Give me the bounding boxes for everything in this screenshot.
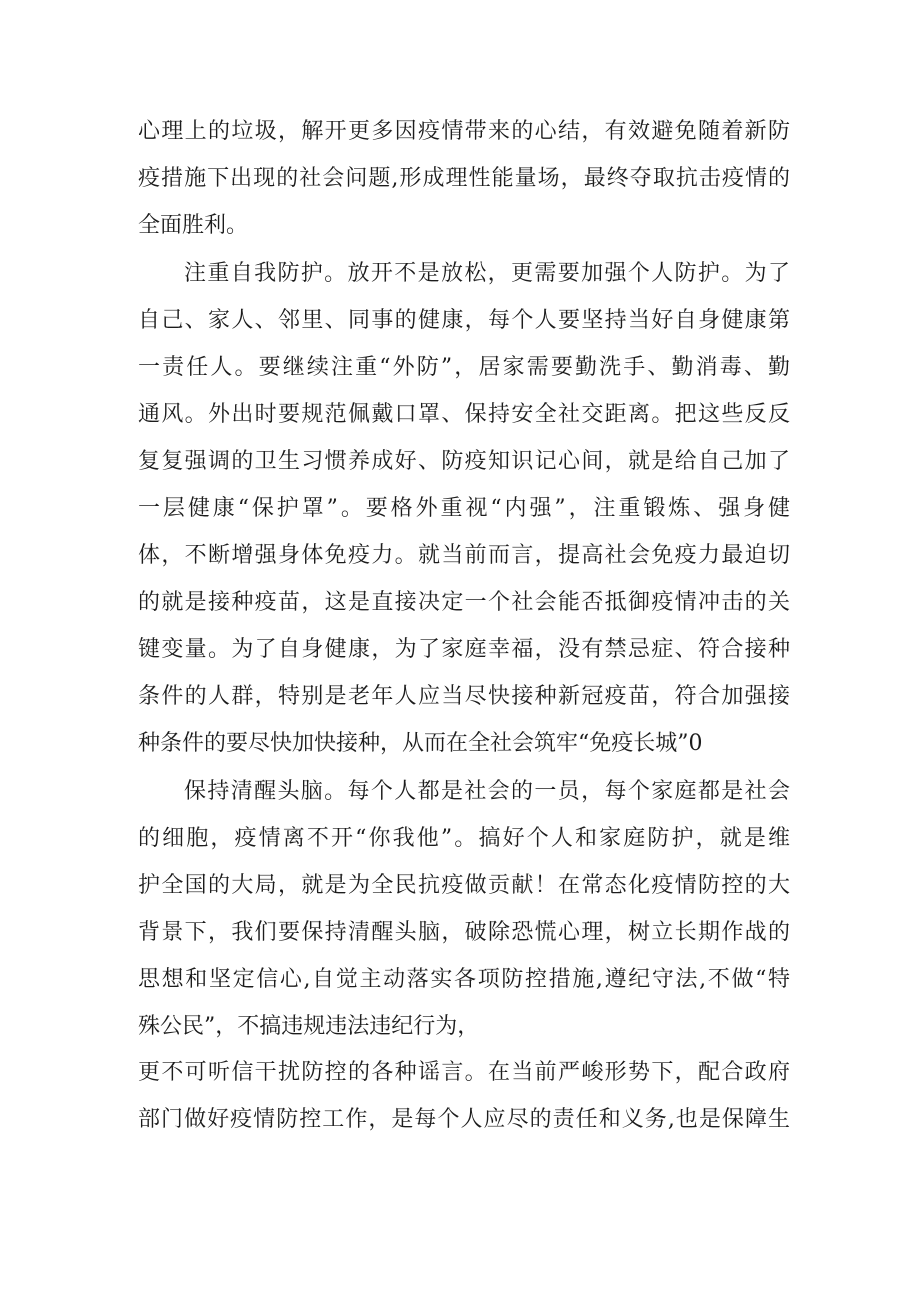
text-line: 思想和坚定信心,自觉主动落实各项防控措施,遵纪守法,不做“特 <box>138 967 790 992</box>
text-line: 部门做好疫情防控工作，是每个人应尽的责任和义务,也是保障生 <box>138 1107 790 1132</box>
text-line: 体，不断增强身体免疫力。就当前而言，提高社会免疫力最迫切 <box>138 543 790 568</box>
text-line: 疫措施下出现的社会问题,形成理性能量场，最终夺取抗击疫情的 <box>138 166 790 191</box>
text-line: 心理上的垃圾，解开更多因疫情带来的心结，有效避免随着新防 <box>138 119 790 144</box>
paragraph-first-line: 注重自我防护。放开不是放松，更需要加强个人防护。为了 <box>184 261 790 286</box>
paragraph-first-line: 保持清醒头脑。每个人都是社会的一员，每个家庭都是社会 <box>184 779 790 804</box>
text-line: 复复强调的卫生习惯养成好、防疫知识记心间，就是给自己加了 <box>138 449 790 474</box>
text-line: 键变量。为了自身健康，为了家庭幸福，没有禁忌症、符合接种 <box>138 637 790 662</box>
text-line: 一责任人。要继续注重“外防”，居家需要勤洗手、勤消毒、勤 <box>138 355 790 380</box>
text-line: 自己、家人、邻里、同事的健康，每个人要坚持当好自身健康第 <box>138 308 790 333</box>
text-line: 更不可听信干扰防控的各种谣言。在当前严峻形势下，配合政府 <box>138 1060 790 1085</box>
text-line: 种条件的要尽快加快接种，从而在全社会筑牢“免疫长城”0 <box>138 731 703 756</box>
text-line: 通风。外出时要规范佩戴口罩、保持安全社交距离。把这些反反 <box>138 402 790 427</box>
text-line: 条件的人群，特别是老年人应当尽快接种新冠疫苗，符合加强接 <box>138 684 790 709</box>
text-line: 的就是接种疫苗，这是直接决定一个社会能否抵御疫情冲击的关 <box>138 590 790 615</box>
text-line: 殊公民”，不搞违规违法违纪行为， <box>138 1014 480 1039</box>
text-line: 一层健康“保护罩”。要格外重视“内强”，注重锻炼、强身健 <box>138 496 790 521</box>
text-line: 背景下，我们要保持清醒头脑，破除恐慌心理，树立长期作战的 <box>138 920 790 945</box>
text-line: 全面胜利。 <box>138 213 249 238</box>
text-line: 的细胞，疫情离不开“你我他”。搞好个人和家庭防护，就是维 <box>138 826 790 851</box>
text-line: 护全国的大局，就是为全民抗疫做贡献！在常态化疫情防控的大 <box>138 873 790 898</box>
